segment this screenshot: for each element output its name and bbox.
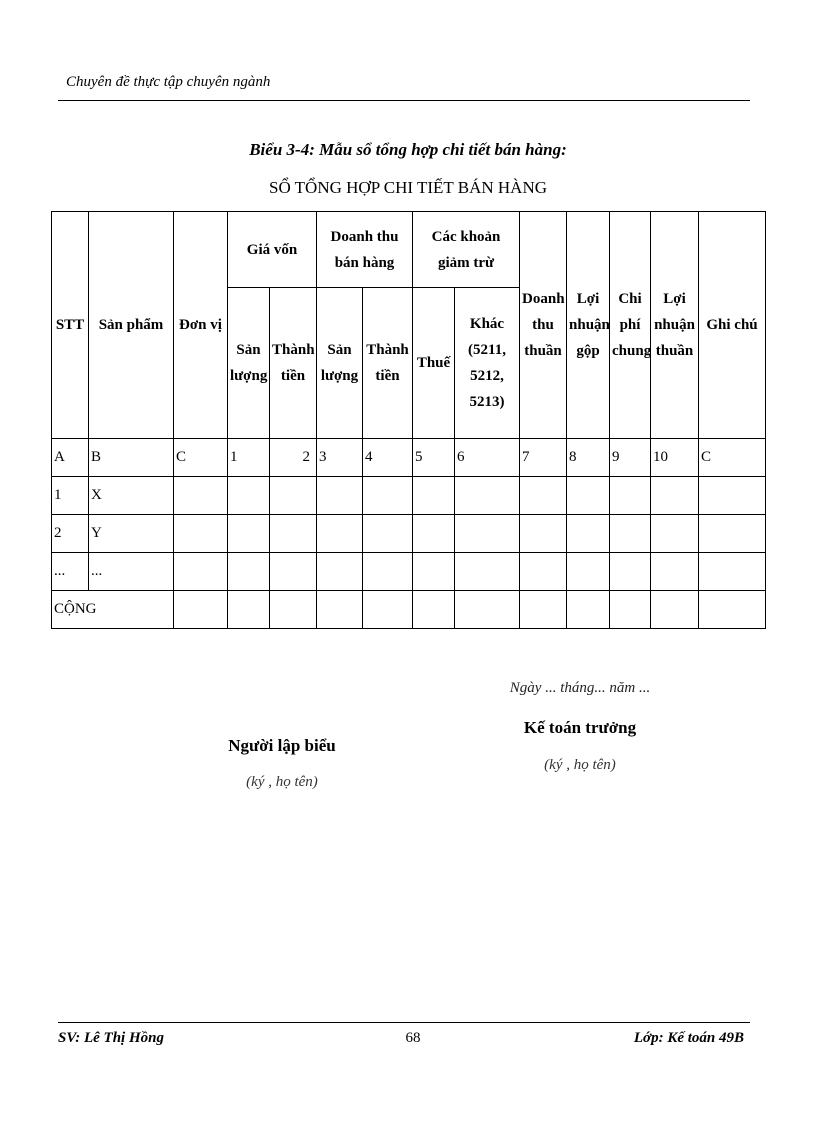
header-amount-cost: Thành tiền [270,288,317,439]
code-cell: 10 [651,439,699,477]
footer-divider [58,1022,750,1023]
page-header: Chuyên đề thực tập chuyên ngành [66,74,271,90]
page-number: 68 [405,1030,421,1046]
code-cell: 8 [567,439,610,477]
footer-class: Lớp: Kế toán 49B [633,1030,744,1046]
header-cost-group: Giá vốn [228,212,317,288]
code-cell: C [699,439,766,477]
sales-summary-table [51,211,766,629]
header-deduction-group: Các khoản giảm trừ [413,212,520,288]
ledger-title: SỔ TỔNG HỢP CHI TIẾT BÁN HÀNG [269,178,547,197]
header-qty-revenue: Sản lượng [317,288,363,439]
code-cell: 3 [317,439,363,477]
code-cell: 1 [228,439,270,477]
preparer-title: Người lập biểu [228,736,336,755]
header-overhead: Chi phí chung [610,212,651,439]
table-row [52,515,766,553]
code-cell: 9 [610,439,651,477]
row-stt: ... [52,553,89,591]
header-net-profit: Lợi nhuận thuần [651,212,699,439]
row-stt: 2 [52,515,89,553]
code-cell: 2 [270,439,317,477]
chief-accountant-title: Kế toán trưởng [523,718,637,737]
total-row [52,591,766,629]
code-row [52,439,766,477]
date-line: Ngày ... tháng... năm ... [509,680,651,696]
code-cell: 6 [455,439,520,477]
header-divider [58,100,750,101]
code-cell: C [174,439,228,477]
row-product: ... [89,553,174,591]
header-product: Sản phẩm [89,212,174,439]
total-label: CỘNG [52,591,174,629]
header-revenue-group: Doanh thu bán hàng [317,212,413,288]
form-label: Biểu 3-4: Mẫu sổ tổng hợp chi tiết bán hàng: [249,140,567,159]
chief-accountant-sign-note: (ký , họ tên) [544,757,616,773]
row-product: X [89,477,174,515]
table-row [52,553,766,591]
header-amount-revenue: Thành tiền [363,288,413,439]
code-cell: 5 [413,439,455,477]
row-product: Y [89,515,174,553]
header-stt: STT [52,212,89,439]
header-unit: Đơn vị [174,212,228,439]
row-stt: 1 [52,477,89,515]
footer-student: SV: Lê Thị Hồng [58,1030,164,1046]
code-cell: B [89,439,174,477]
table-row [52,477,766,515]
preparer-sign-note: (ký , họ tên) [246,774,318,790]
header-tax: Thuế [413,288,455,439]
code-cell: 4 [363,439,413,477]
table-header-row [52,212,766,288]
header-other: Khác (5211, 5212, 5213) [455,288,520,439]
header-gross-profit: Lợi nhuận gộp [567,212,610,439]
header-net-revenue: Doanh thu thuần [520,212,567,439]
code-cell: A [52,439,89,477]
code-cell: 7 [520,439,567,477]
header-note: Ghi chú [699,212,766,439]
header-qty-cost: Sản lượng [228,288,270,439]
